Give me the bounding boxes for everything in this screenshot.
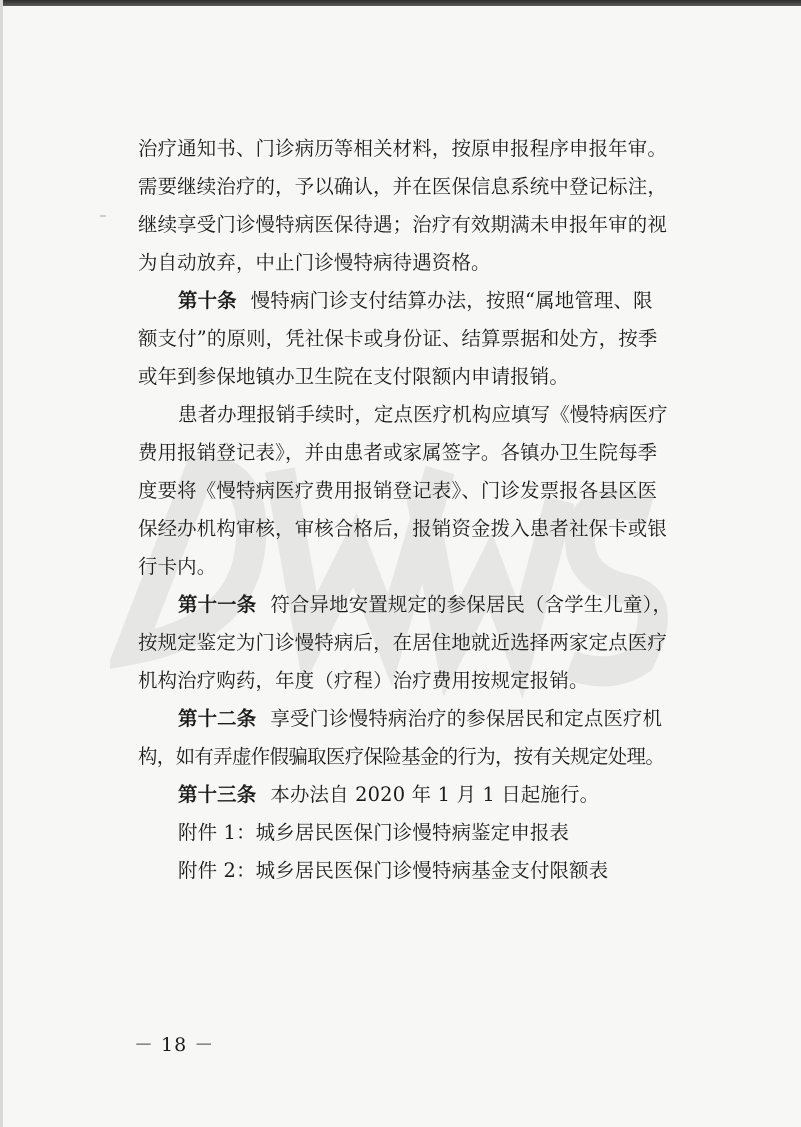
- article-heading: 第十三条: [178, 783, 257, 806]
- attachment-2: [138, 852, 713, 890]
- document-body: [138, 130, 713, 890]
- article-heading: 第十条: [178, 289, 237, 312]
- text-line: 机构治疗购药，年度（疗程）治疗费用按规定报销。: [138, 669, 589, 692]
- scan-edge-left: [0, 0, 3, 1127]
- article-13: [138, 776, 713, 814]
- text-line: 继续享受门诊慢特病医保待遇；治疗有效期满未申报年审的视: [138, 213, 667, 236]
- scan-edge-top: [0, 0, 801, 6]
- text-line: 本办法自 2020 年 1 月 1 日起施行。: [270, 783, 600, 806]
- text-line: 或年到参保地镇办卫生院在支付限额内申请报销。: [138, 365, 569, 388]
- attachment-1: [138, 814, 713, 852]
- article-heading: 第十二条: [178, 707, 257, 730]
- text-line: 需要继续治疗的，予以确认，并在医保信息系统中登记标注，: [138, 175, 667, 198]
- text-line: 费用报销登记表》，并由患者或家属签字。各镇办卫生院每季: [138, 441, 658, 464]
- article-12: [138, 700, 713, 776]
- text-line: 保经办机构审核，审核合格后，报销资金拨入患者社保卡或银: [138, 517, 667, 540]
- text-line: 患者办理报销手续时，定点医疗机构应填写《慢特病医疗: [178, 403, 668, 426]
- article-10: [138, 282, 713, 396]
- paragraph-reimbursement: [138, 396, 713, 586]
- text-line: 慢特病门诊支付结算办法，按照“属地管理、限: [250, 289, 653, 312]
- watermark-text: DWDS: [110, 430, 114, 431]
- text-line: 按规定鉴定为门诊慢特病后，在居住地就近选择两家定点医疗: [138, 631, 667, 654]
- paragraph-1: [138, 130, 713, 282]
- scan-mark: [100, 215, 106, 217]
- text-line: 行卡内。: [138, 555, 217, 578]
- text-line: 度要将《慢特病医疗费用报销登记表》、门诊发票报各县区医: [138, 479, 658, 502]
- page-number: － 18 －: [134, 1034, 215, 1056]
- text-line: 附件 2：城乡居民医保门诊慢特病基金支付限额表: [178, 859, 609, 882]
- text-line: 为自动放弃，中止门诊慢特病待遇资格。: [138, 251, 491, 274]
- text-line: 构，如有弄虚作假骗取医疗保险基金的行为，按有关规定处理。: [138, 745, 665, 768]
- text-line: 享受门诊慢特病治疗的参保居民和定点医疗机: [270, 707, 663, 730]
- article-11: [138, 586, 713, 700]
- text-line: 额支付”的原则，凭社保卡或身份证、结算票据和处方，按季: [138, 327, 658, 350]
- text-line: 治疗通知书、门诊病历等相关材料，按原申报程序申报年审。: [138, 137, 667, 160]
- article-heading: 第十一条: [178, 593, 257, 616]
- text-line: 附件 1：城乡居民医保门诊慢特病鉴定申报表: [178, 821, 570, 844]
- text-line: 符合异地安置规定的参保居民（含学生儿童），: [270, 593, 673, 616]
